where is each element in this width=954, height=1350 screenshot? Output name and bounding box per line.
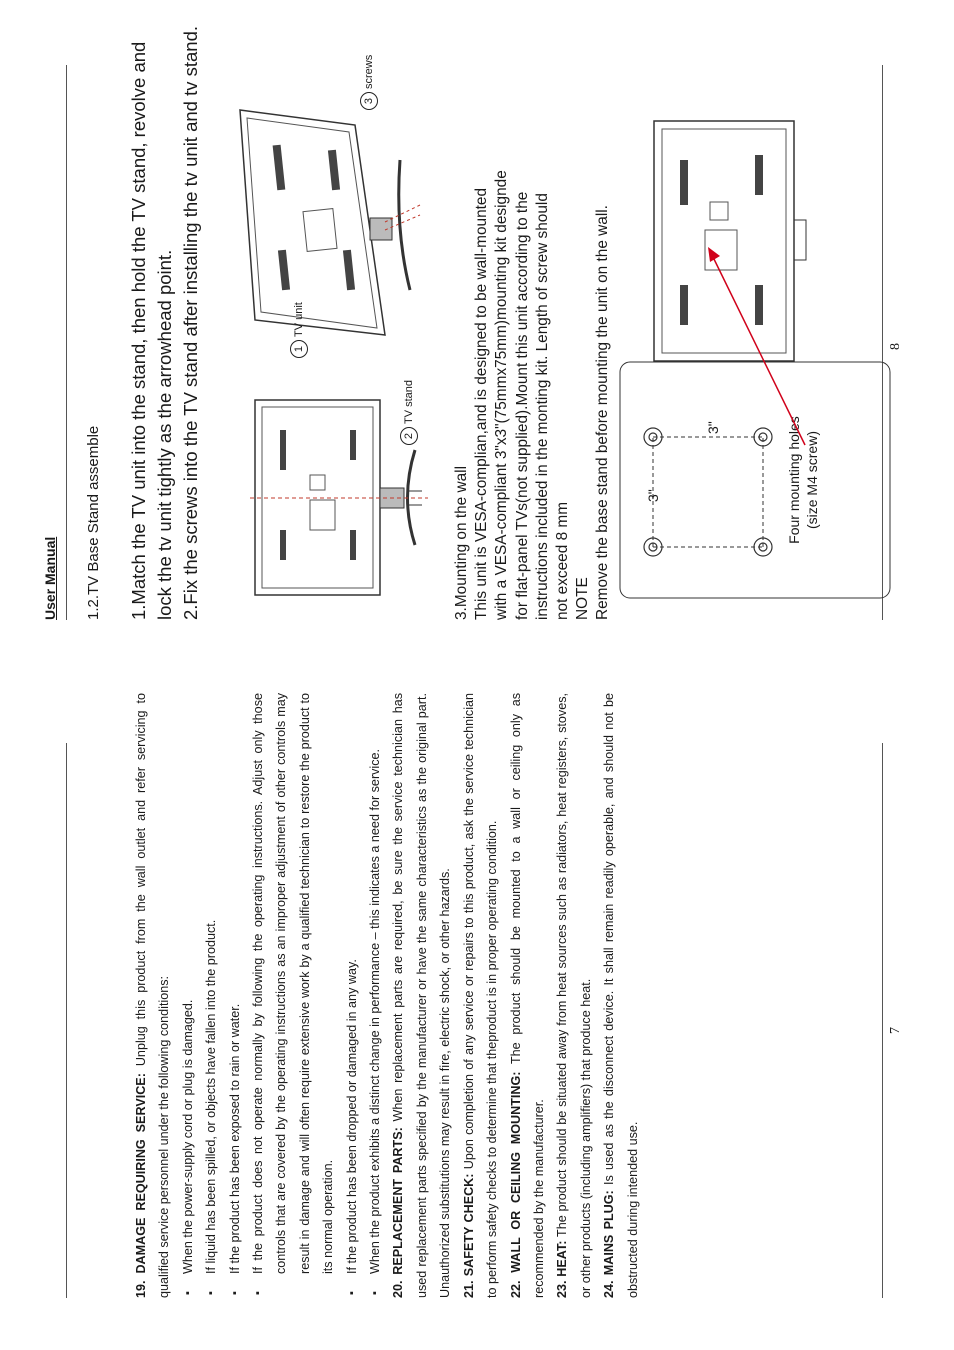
section-19-title: 19. DAMAGE REQUIRING SERVICE:: [134, 1073, 148, 1298]
section-19-text: Unplug this product from the wall outlet and refer servicing to qualified service personnel under the following conditions:: [134, 693, 172, 1298]
mounting-note: NOTE: [574, 577, 592, 620]
section-19: [130, 693, 177, 1298]
page-7-text: [130, 693, 645, 1298]
page-number-7: 7: [888, 1027, 903, 1034]
section-19-bullets: [177, 693, 388, 1298]
top-rule-left: [66, 743, 67, 1298]
bullet-item: ▪ If the product has been dropped or damaged in any way.: [341, 693, 364, 1298]
bottom-rule-left: [882, 743, 883, 1298]
section-23: [551, 693, 598, 1298]
callout-number-3: 3: [360, 92, 378, 110]
section-20: [387, 693, 457, 1298]
section-24: [598, 693, 645, 1298]
vesa-pointer-arrow: [700, 240, 810, 450]
manual-header: User Manual: [42, 536, 58, 620]
mounting-line-5: not exceed 8 mm: [554, 501, 572, 620]
mounting-line-1: This unit is VESA-complian,and is designed to be wall-mounted: [473, 187, 491, 620]
vesa-dim-vertical: 3": [705, 421, 721, 434]
mounting-remove: Remove the base stand before mounting the unit on the wall.: [594, 205, 612, 620]
section-22-title: 22. WALL OR CEILING MOUNTING:: [508, 1071, 523, 1298]
section-22-text: The product should be mounted to a wall or ceiling only as recommended by the manufacturer.: [508, 693, 546, 1298]
bullet-item: ▪ When the power-supply cord or plug is damaged.: [177, 693, 200, 1298]
bullet-item: ▪ When the product exhibits a distinct change in performance – this indicates a need for service.: [364, 693, 387, 1298]
stand-steps: [126, 20, 204, 620]
mounting-line-2: with a VESA-compliant 3"x3"(75mmx75mm)mounting kit designde: [493, 170, 511, 620]
section-20-title: 20. REPLACEMENT PARTS:: [391, 1127, 406, 1298]
step-2: 2.Fix the screws into the TV stand after installing the tv unit and tv stand.: [180, 25, 201, 620]
section-21-title: 21. SAFETY CHECK:: [461, 1173, 476, 1298]
section-24-title: 24. MAINS PLUG:: [602, 1190, 617, 1298]
section-23-text: The product should be situated away from heat sources such as radiators, heat registers, stoves, or other products (including amplifiers) that produce heat.: [555, 692, 593, 1298]
section-24-text: Is used as the disconnect device. It shall remain readily operable, and should not be obstructed during intended use.: [602, 692, 640, 1298]
section-21-text: Upon completion of any service or repairs to this product, ask the service technician to perform safety checks to determine that theproduct is in proper operating condition.: [461, 693, 500, 1298]
vesa-caption-line-1: Four mounting holes: [786, 416, 802, 544]
callout-tv-stand: [400, 380, 418, 445]
callout-number-1: 1: [290, 340, 308, 358]
section-23-title: 23. HEAT:: [555, 1240, 570, 1298]
mounting-line-4: instructions included in the monting kit. Length of screw should: [533, 193, 551, 620]
bullet-item: ▪ If the product does not operate normally by following the operating instructions. Adjust only those controls that are covered by the operating instructions as an improper adjustment of other controls may result in damage and will often require extensive work by a qualified technician to restore the product to its normal operation.: [247, 693, 341, 1298]
vesa-dim-horizontal: 3": [645, 489, 661, 502]
callout-label-tv-unit: TV unit: [293, 302, 305, 337]
section-22: [505, 693, 552, 1298]
top-rule-right: [66, 65, 67, 620]
step-1: 1.Match the TV unit into the stand, then hold the TV stand, revolve and lock the tv unit tightly as the arrowhead point.: [128, 41, 175, 620]
callout-tv-unit: [290, 302, 308, 358]
tv-rear-diagram: [235, 100, 425, 350]
mounting-line-3: for flat-panel TVs(not supplied).Mount this unit according to the: [513, 191, 531, 620]
callout-label-screws: screws: [363, 54, 375, 89]
section-20-text: When replacement parts are required, be sure the service technician has used replacement parts specified by the manufacturer or have the same characteristics as the original part. Unauthorized substitutions may result in fire, electric shock, or other hazards.: [391, 693, 453, 1298]
callout-number-2: 2: [400, 427, 418, 445]
callout-label-tv-stand: TV stand: [403, 379, 415, 424]
wall-mounting-text: [452, 10, 614, 620]
bullet-item: ▪ If liquid has been spilled, or objects have fallen into the product.: [200, 693, 223, 1298]
mounting-heading: 3.Mounting on the wall: [453, 465, 470, 620]
page-number-8: 8: [888, 343, 903, 350]
vesa-caption-line-2: (size M4 screw): [804, 431, 820, 530]
section-subtitle: 1.2.TV Base Stand assemble: [85, 425, 102, 620]
callout-screws: [360, 55, 378, 110]
bullet-item: ▪ If the product has been exposed to rain or water.: [224, 693, 247, 1298]
section-21: [458, 693, 505, 1298]
